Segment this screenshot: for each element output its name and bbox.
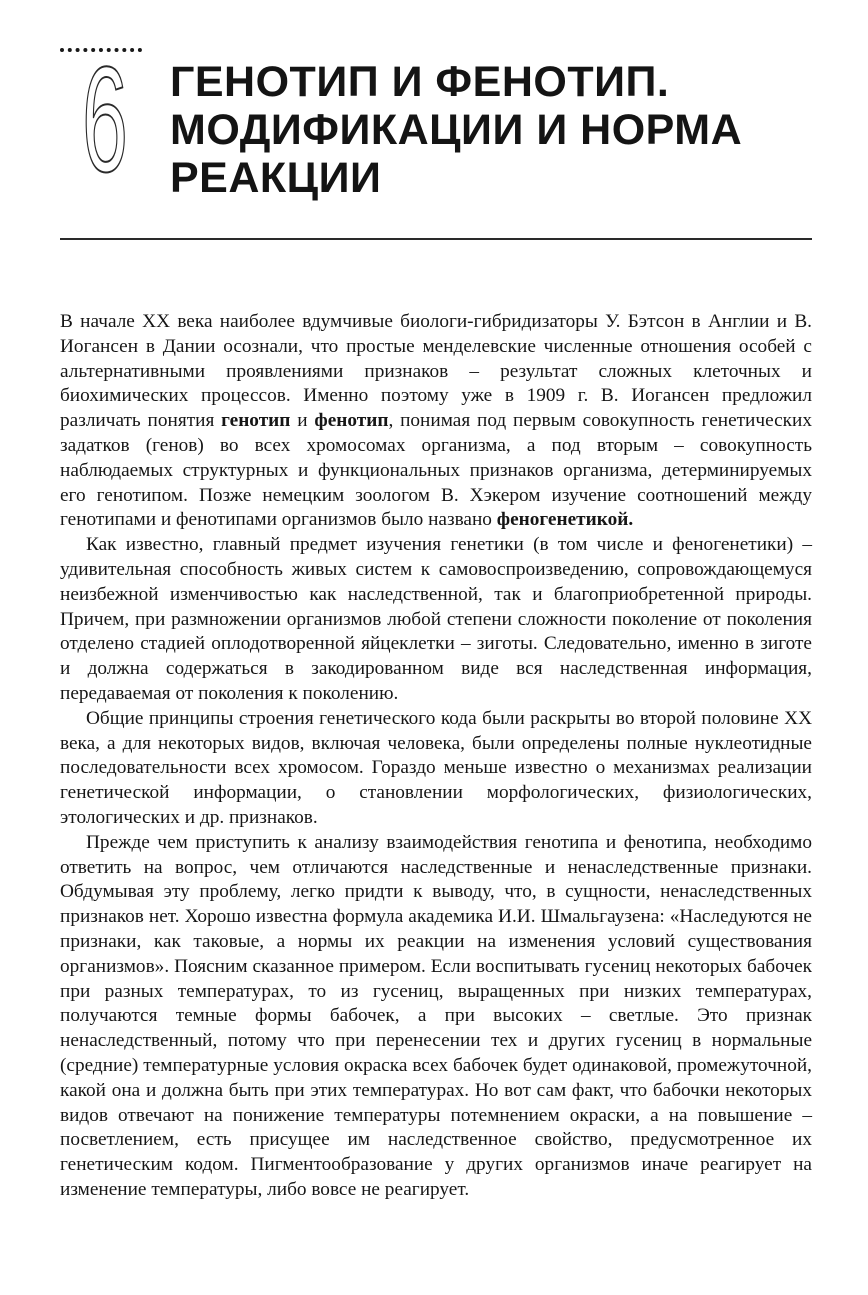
paragraph-1 <box>60 310 812 533</box>
term-phenotype: фенотип <box>314 410 389 432</box>
term-phenogenetics: феногенетикой. <box>496 509 634 531</box>
paragraph-3 <box>60 707 812 831</box>
term-genotype: генотип <box>221 410 291 432</box>
chapter-title-line-3: РЕАКЦИИ <box>170 154 382 202</box>
paragraph-2 <box>60 533 812 707</box>
text-span: Как известно, главный предмет изучения генетики (в том числе и феногенетики) – удивительная способность живых систем к самовоспроизведению, сопровождающемуся неизбежной изменчивостью как наследственной, так и благоприобретенной природы. Причем, при размножении организмов любой степени сложности поколение от поколения отделено стадией оплодотворенной яйцеклетки – зиготы. Следовательно, именно в зиготе и должна содержаться в закодированном виде вся наследственная информация, передаваемая от поколения к поколению. <box>60 534 812 704</box>
chapter-title <box>170 58 742 202</box>
chapter-title-line-1: ГЕНОТИП И ФЕНОТИП. <box>170 58 670 106</box>
chapter-number: 6 <box>82 35 128 203</box>
text-span: Прежде чем приступить к анализу взаимодействия генотипа и фенотипа, необходимо ответить на вопрос, чем отличаются наследственные и ненаследственные признаки. Обдумывая эту проблему, легко придти к выводу, что, в сущности, ненаследственных признаков нет. Хорошо известна формула академика И.И. Шмальгаузена: «Наследуются не признаки, как таковые, а нормы их реакции на изменения условий существования организмов». Поясним сказанное примером. Если воспитывать гусениц некоторых бабочек при разных температурах, то из гусениц, выращенных при низких температурах, получаются темные формы бабочек, а при высоких – светлые. Это признак ненаследственный, потому что при перенесении тех и других гусениц в нормальные (средние) температурные условия окраска всех бабочек будет одинаковой, промежуточной, какой она и должна быть при этих температурах. Но вот сам факт, что бабочки некоторых видов отвечают на понижение температуры потемнением окраски, а на повышение – посветлением, есть присущее им наследственное свойство, предусмотренное их генетическим кодом. Пигментообразование у других организмов иначе реагирует на изменение температуры, либо вовсе не реагирует. <box>60 831 812 1200</box>
text-span: Общие принципы строения генетического кода были раскрыты во второй половине XX века, а для некоторых видов, включая человека, были определены полные нуклеотидные последовательности всех хромосом. Гораздо меньше известно о механизмах реализации генетической информации, о становлении морфологических, физиологических, этологических и др. признаков. <box>60 707 812 828</box>
text-span: В начале XX века наиболее вдумчивые биологи-гибридизаторы У. Бэтсон в Англии и В. Иогансен в Дании осознали, что простые менделевские численные отношения особей с альтернативными проявлениями признаков – результат сложных клеточных и биохимических процессов. Именно поэтому уже в 1909 г. В. Иогансен предложил различать понятия <box>60 311 812 432</box>
title-divider <box>60 238 812 240</box>
text-span: и <box>290 410 315 432</box>
chapter-body <box>60 310 812 1203</box>
text-span: , понимая под первым совокупность генетических задатков (генов) во всех хромосомах организма, а под вторым – совокупность наблюдаемых структурных и функциональных признаков организма, детерминируемых его генотипом. Позже немецким зоологом В. Хэкером изучение соотношений между генотипами и фенотипами организмов было названо <box>60 410 812 531</box>
paragraph-4 <box>60 831 812 1203</box>
chapter-title-line-2: МОДИФИКАЦИИ И НОРМА <box>170 106 743 154</box>
